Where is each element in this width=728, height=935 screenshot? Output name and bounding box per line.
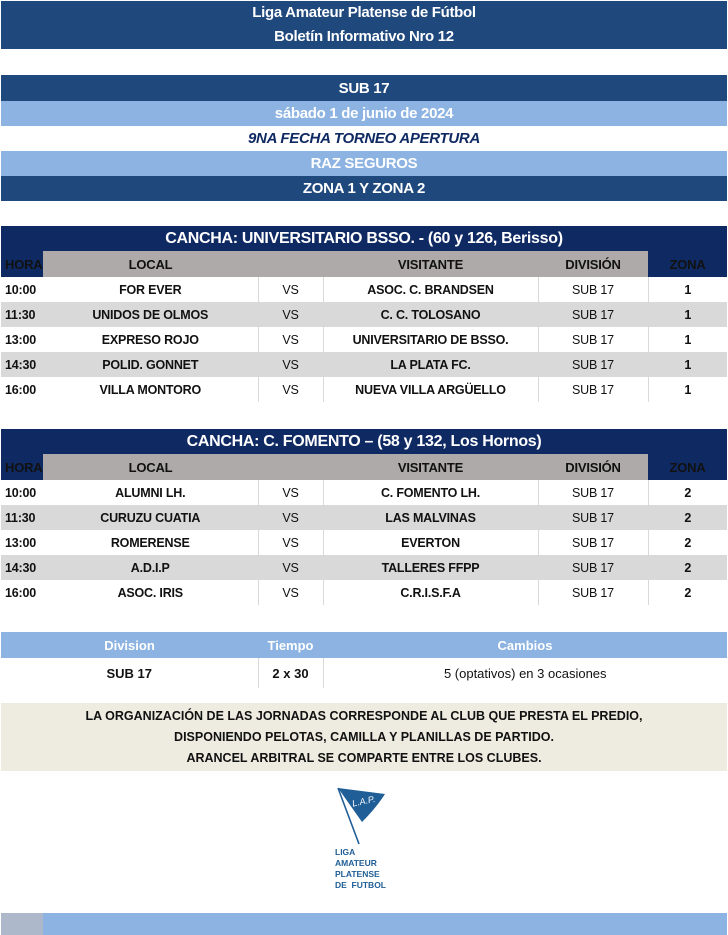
local-team: ALUMNI LH.: [115, 485, 186, 500]
zone: 2: [684, 485, 692, 500]
zone: 1: [684, 382, 692, 397]
zone: 1: [684, 282, 692, 297]
venue-title: CANCHA: UNIVERSITARIO BSSO. - (60 y 126, Berisso): [1, 226, 727, 251]
footer-bar-left: [1, 913, 43, 935]
match-table: [1, 454, 727, 605]
local-team: UNIDOS DE OLMOS: [43, 302, 258, 327]
col-division: DIVISIÓN: [538, 251, 648, 277]
vs-label: VS: [258, 327, 323, 352]
vs-label: VS: [258, 505, 323, 530]
division: SUB 17: [538, 352, 648, 377]
notice-line: ARANCEL ARBITRAL SE COMPARTE ENTRE LOS CLUBES.: [186, 750, 542, 765]
col-visitante: VISITANTE: [323, 251, 538, 277]
rules-tiempo: 2 x 30: [258, 658, 323, 688]
division: SUB 17: [538, 530, 648, 555]
vs-label: VS: [258, 352, 323, 377]
rules-header: [1, 632, 727, 658]
vs-label: VS: [258, 530, 323, 555]
col-zona: ZONA: [648, 454, 727, 480]
table-row: [1, 327, 727, 352]
match-time: 16:00: [5, 585, 36, 600]
match-time: 11:30: [1, 302, 43, 327]
local-team: FOR EVER: [119, 282, 182, 297]
local-team: ASOC. IRIS: [117, 585, 183, 600]
round-band: 9NA FECHA TORNEO APERTURA: [1, 126, 727, 151]
table-row: [1, 555, 727, 580]
division: SUB 17: [538, 302, 648, 327]
category-band: SUB 17: [1, 75, 727, 101]
col-vs: [258, 251, 323, 277]
organization-notice: [1, 703, 727, 771]
zone: 1: [684, 332, 692, 347]
col-vs: [258, 454, 323, 480]
match-time: 13:00: [5, 535, 36, 550]
table-row: [1, 530, 727, 555]
table-row: [1, 377, 727, 402]
rules-row: [1, 658, 727, 688]
logo-line: AMATEUR: [335, 858, 377, 868]
col-zona: ZONA: [648, 251, 727, 277]
division: SUB 17: [538, 480, 648, 505]
division: SUB 17: [538, 580, 648, 605]
rules-col-division: Division: [1, 632, 258, 658]
local-team: A.D.I.P: [43, 555, 258, 580]
division: SUB 17: [538, 327, 648, 352]
col-hora: HORA: [1, 251, 43, 277]
logo-line: PLATENSE: [335, 869, 380, 879]
vs-label: VS: [258, 480, 323, 505]
zone: 2: [684, 535, 692, 550]
rules-col-cambios: Cambios: [323, 632, 727, 658]
visitor-team: LAS MALVINAS: [323, 505, 538, 530]
logo-text: [335, 847, 386, 891]
col-division: DIVISIÓN: [538, 454, 648, 480]
title-band: [1, 1, 727, 49]
visitor-team: C. FOMENTO LH.: [380, 485, 481, 500]
visitor-team: TALLERES FFPP: [323, 555, 538, 580]
flag-text: L.A.P.: [351, 793, 377, 809]
match-time: 16:00: [5, 382, 36, 397]
col-local: LOCAL: [43, 454, 258, 480]
local-team: POLID. GONNET: [43, 352, 258, 377]
logo-line: DE FUTBOL: [335, 880, 386, 890]
visitor-team: C.R.I.S.F.A: [400, 585, 461, 600]
visitor-team: LA PLATA FC.: [323, 352, 538, 377]
league-title: Liga Amateur Platense de Fútbol: [252, 4, 476, 21]
col-visitante: VISITANTE: [323, 454, 538, 480]
vs-label: VS: [258, 377, 323, 402]
match-time: 13:00: [5, 332, 36, 347]
division: SUB 17: [538, 505, 648, 530]
table-row: [1, 505, 727, 530]
table-row: [1, 352, 727, 377]
zone: 2: [648, 555, 727, 580]
table-row: [1, 480, 727, 505]
notice-line: DISPONIENDO PELOTAS, CAMILLA Y PLANILLAS DE PARTIDO.: [174, 729, 554, 744]
table-row: [1, 302, 727, 327]
local-team: EXPRESO ROJO: [101, 332, 199, 347]
division: SUB 17: [538, 377, 648, 402]
match-time: 14:30: [1, 555, 43, 580]
local-team: VILLA MONTORO: [99, 382, 202, 397]
rules-cambios: 5 (optativos) en 3 ocasiones: [443, 665, 607, 681]
local-team: CURUZU CUATIA: [43, 505, 258, 530]
match-time: 14:30: [1, 352, 43, 377]
visitor-team: C. C. TOLOSANO: [323, 302, 538, 327]
match-table: [1, 251, 727, 402]
division: SUB 17: [538, 277, 648, 302]
zone: 2: [648, 505, 727, 530]
venue-title: CANCHA: C. FOMENTO – (58 y 132, Los Hornos): [1, 429, 727, 454]
vs-label: VS: [258, 580, 323, 605]
zones-band: ZONA 1 Y ZONA 2: [1, 176, 727, 201]
table-row: [1, 277, 727, 302]
rules-col-tiempo: Tiempo: [258, 632, 323, 658]
match-time: 11:30: [1, 505, 43, 530]
visitor-team: UNIVERSITARIO DE BSSO.: [352, 332, 509, 347]
logo-line: LIGA: [335, 847, 356, 857]
zone: 2: [684, 585, 692, 600]
zone: 1: [648, 302, 727, 327]
sponsor-band: RAZ SEGUROS: [1, 151, 727, 176]
table-row: [1, 580, 727, 605]
visitor-team: EVERTON: [401, 535, 460, 550]
vs-label: VS: [258, 555, 323, 580]
table-header: [1, 454, 727, 480]
notice-line: LA ORGANIZACIÓN DE LAS JORNADAS CORRESPONDE AL CLUB QUE PRESTA EL PREDIO,: [85, 708, 643, 723]
rules-table: [1, 632, 727, 688]
footer-bar: [43, 913, 727, 935]
date-band: sábado 1 de junio de 2024: [1, 101, 727, 126]
bulletin-title: Boletín Informativo Nro 12: [274, 28, 454, 45]
visitor-team: NUEVA VILLA ARGÜELLO: [355, 382, 506, 397]
division: SUB 17: [538, 555, 648, 580]
vs-label: VS: [258, 302, 323, 327]
local-team: ROMERENSE: [110, 535, 190, 550]
table-header: [1, 251, 727, 277]
zone: 1: [648, 352, 727, 377]
col-local: LOCAL: [43, 251, 258, 277]
visitor-team: ASOC. C. BRANDSEN: [367, 282, 494, 297]
match-time: 10:00: [5, 485, 36, 500]
rules-division: SUB 17: [106, 665, 153, 681]
col-hora: HORA: [1, 454, 43, 480]
match-time: 10:00: [5, 282, 36, 297]
vs-label: VS: [258, 277, 323, 302]
